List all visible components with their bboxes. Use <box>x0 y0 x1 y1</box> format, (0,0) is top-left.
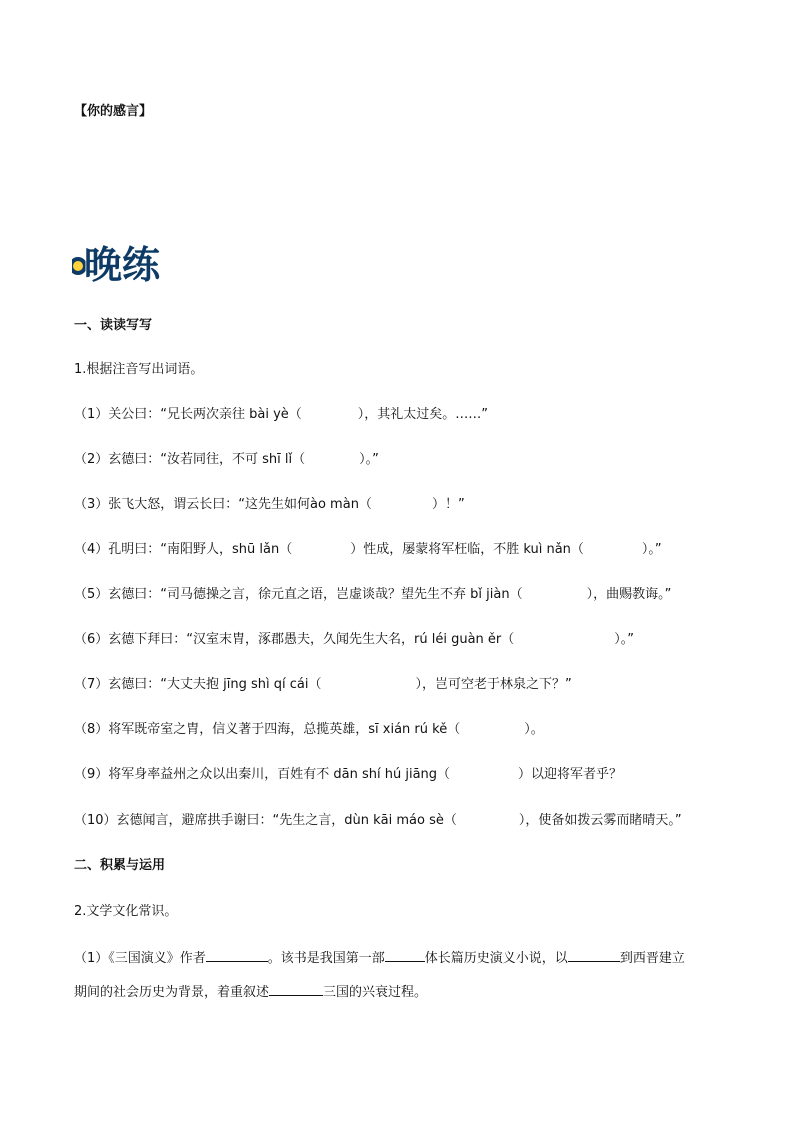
q1-item-7: （7）玄德曰：“大丈夫抱 jīng shì qí cái（ ），岂可空老于林泉之下？” <box>74 677 572 692</box>
q1-item-3: （3）张飞大怒，谓云长曰：“这先生如何ào màn（ ）！” <box>74 497 465 512</box>
q1-item-9: （9）将军身率益州之众以出秦川，百姓有不 dān shí hú jiāng（ ）以迎将军者乎？ <box>74 767 623 782</box>
q1-item-4: （4）孔明曰：“南阳野人，shū lǎn（ ）性成，屡蒙将军枉临，不胜 kuì nǎn（ ）。” <box>74 542 662 557</box>
answer-blank <box>206 948 268 962</box>
q1-item-2: （2）玄德曰：“汝若同往，不可 shī lǐ（ ）。” <box>74 452 379 467</box>
section2-title: 二、积累与运用 <box>74 858 166 873</box>
answer-blank <box>385 948 425 962</box>
q1-stem: 1.根据注音写出词语。 <box>74 362 204 377</box>
answer-blank <box>269 982 323 996</box>
section1-title: 一、读读写写 <box>74 318 153 333</box>
feeling-heading: 【你的感言】 <box>74 104 153 119</box>
q2-item-1-line-1: （1）《三国演义》作者 。该书是我国第一部 体长篇历史演义小说，以 到西晋建立 <box>74 948 685 968</box>
answer-blank <box>568 948 620 962</box>
q2-item-1-line-2: 期间的社会历史为背景，着重叙述 三国的兴衰过程。 <box>74 982 427 1002</box>
logo-image <box>72 236 172 288</box>
q1-item-5: （5）玄德曰：“司马德操之言，徐元直之语，岂虚谈哉？望先生不弃 bǐ jiàn（ ），曲赐教诲。” <box>74 587 672 602</box>
logo-text: 晚练 <box>84 243 161 287</box>
q1-item-8: （8）将军既帝室之胄，信义著于四海，总揽英雄，sī xián rú kě（ ）。 <box>74 722 544 737</box>
q1-item-6: （6）玄德下拜曰：“汉室末胄，涿郡愚夫，久闻先生大名，rú léi guàn ěr（ ）。” <box>74 632 634 647</box>
q2-stem: 2.文学文化常识。 <box>74 904 178 919</box>
q1-item-10: （10）玄德闻言，避席拱手谢曰：“先生之言，dùn kāi máo sè（ ），使备如拨云雾而睹晴天。” <box>74 813 682 828</box>
q1-item-1: （1）关公曰：“兄长两次亲往 bài yè（ ），其礼太过矣。……” <box>74 407 489 422</box>
